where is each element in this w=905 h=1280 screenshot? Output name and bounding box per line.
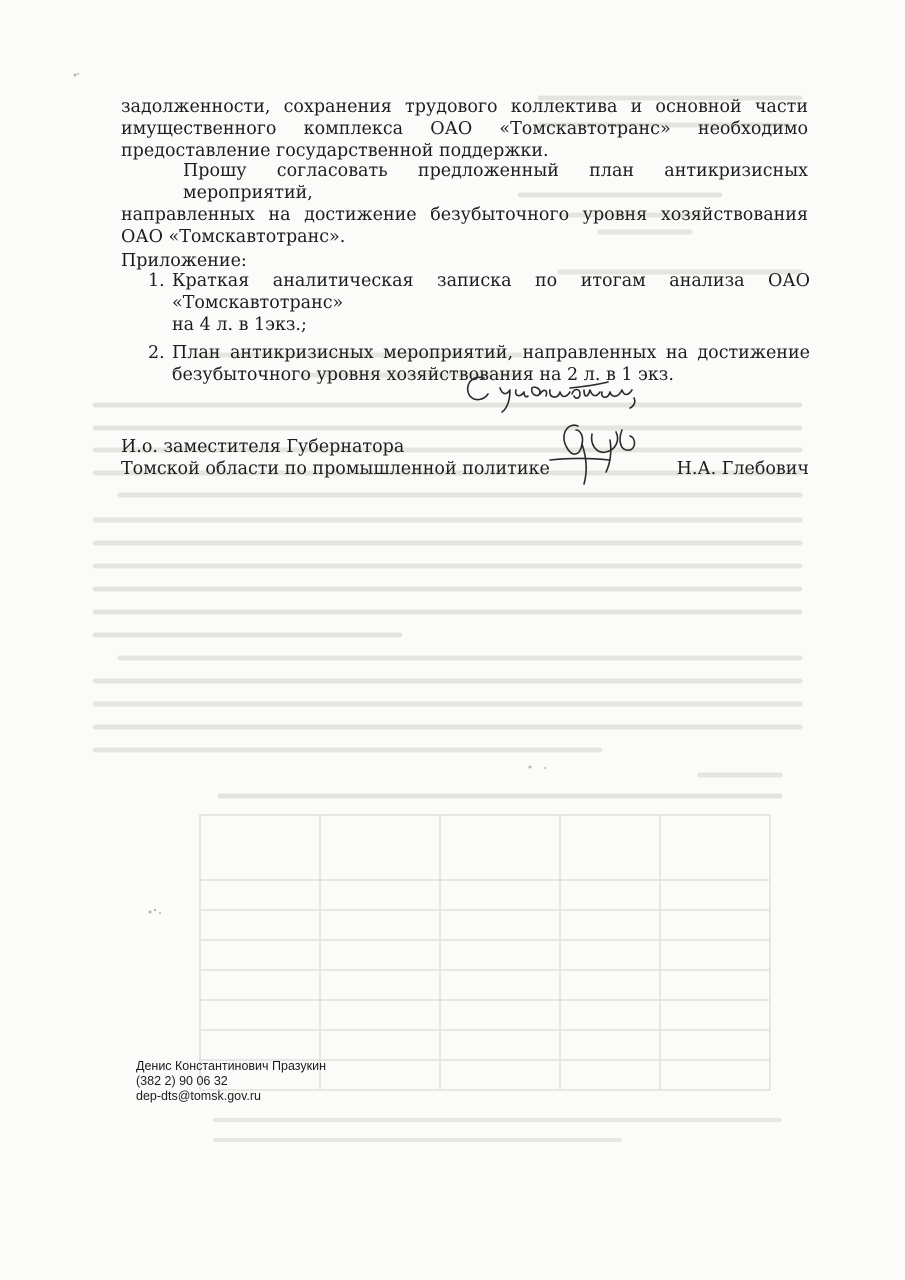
list-item-number: 2.: [148, 343, 165, 363]
executor-email: dep-dts@tomsk.gov.ru: [136, 1089, 262, 1103]
paragraph-state-support: [121, 96, 808, 162]
signatory-name: Н.А. Глебович: [676, 459, 809, 479]
text-line: ОАО «Томскавтотранс».: [121, 227, 346, 247]
text-line: предоставление государственной поддержки.: [121, 141, 549, 161]
signatory-position-line: И.о. заместителя Губернатора: [121, 437, 405, 457]
paragraph-request-approval: [121, 160, 808, 248]
list-item: [148, 270, 810, 336]
executor-name: Денис Константинович Празукин: [136, 1059, 326, 1073]
signatory-position: [121, 436, 550, 480]
list-item-number: 1.: [148, 271, 165, 291]
executor-contact: [136, 1059, 326, 1104]
text-line: направленных на достижение безубыточного уровня хозяйствования: [121, 205, 808, 225]
text-line: на 4 л. в 1экз.;: [172, 315, 307, 335]
text-line: Краткая аналитическая записка по итогам анализа ОАО «Томскавтотранс»: [172, 271, 810, 313]
text-line: безубыточного уровня хозяйствования на 2 л. в 1 экз.: [172, 365, 674, 385]
attachments-heading: Приложение:: [121, 251, 247, 271]
text-line: План антикризисных мероприятий, направленных на достижение: [172, 343, 810, 363]
executor-phone: (382 2) 90 06 32: [136, 1074, 228, 1088]
text-line: задолженности, сохранения трудового коллектива и основной части: [121, 97, 808, 117]
text-line: Прошу согласовать предложенный план антикризисных мероприятий,: [183, 161, 808, 203]
signatory-position-line: Томской области по промышленной политике: [121, 459, 550, 479]
text-line: имущественного комплекса ОАО «Томскавтотранс» необходимо: [121, 119, 808, 139]
